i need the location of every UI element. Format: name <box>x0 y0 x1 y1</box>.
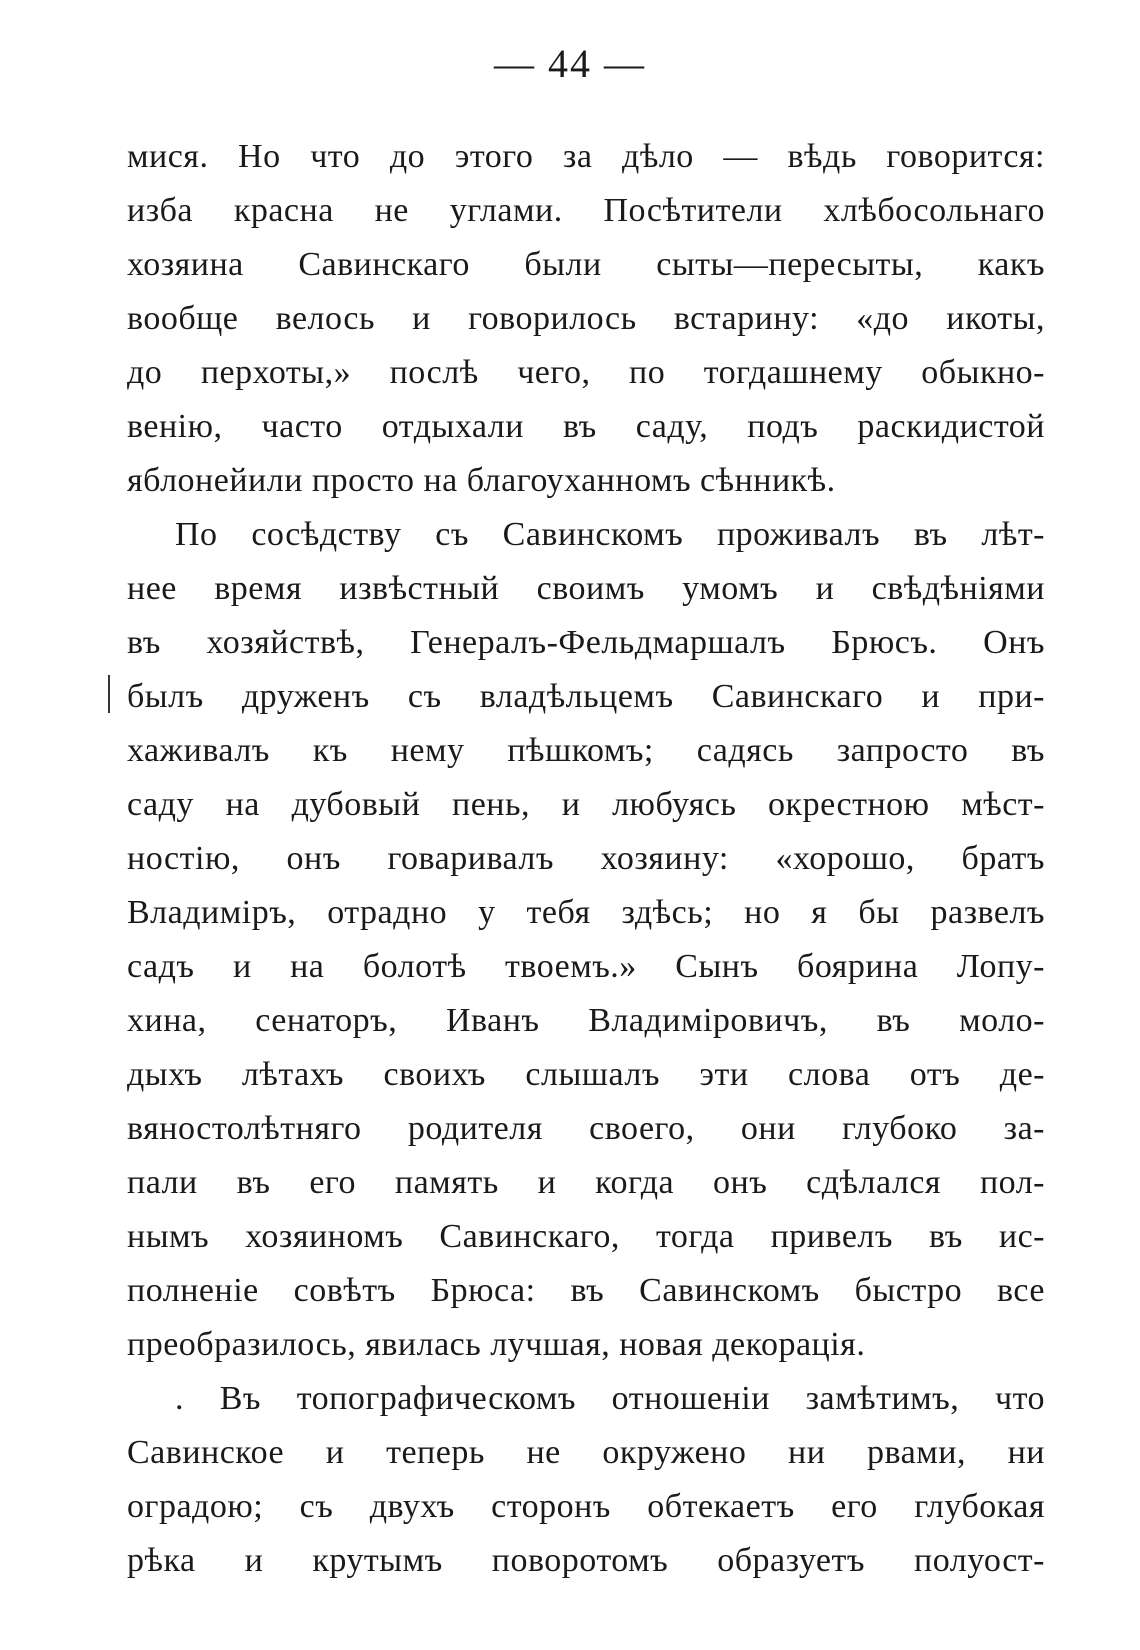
text-line: ностію, онъ говаривалъ хозяину: «хорошо, братъ <box>127 840 1045 877</box>
text-line: дыхъ лѣтахъ своихъ слышалъ эти слова отъ де- <box>127 1056 1045 1093</box>
text-line: въ хозяйствѣ, Генералъ-Фельдмаршалъ Брюсъ. Онъ <box>127 624 1045 661</box>
text-line: былъ друженъ съ владѣльцемъ Савинскаго и при- <box>127 678 1045 715</box>
text-line: хина, сенаторъ, Иванъ Владиміровичъ, въ моло- <box>127 1002 1045 1039</box>
text-line: изба красна не углами. Посѣтители хлѣбосольнаго <box>127 192 1045 229</box>
margin-mark <box>108 675 110 713</box>
text-line: хаживалъ къ нему пѣшкомъ; садясь запросто въ <box>127 732 1045 769</box>
text-line: По сосѣдству съ Савинскомъ проживалъ въ лѣт- <box>175 516 1045 553</box>
text-line: Савинское и теперь не окружено ни рвами, ни <box>127 1434 1045 1471</box>
text-line: венію, часто отдыхали въ саду, подъ раскидистой <box>127 408 1045 445</box>
text-line: оградою; съ двухъ сторонъ обтекаетъ его глубокая <box>127 1488 1045 1525</box>
text-line: мися. Но что до этого за дѣло — вѣдь говорится: <box>127 138 1045 175</box>
text-line: вообще велось и говорилось встарину: «до икоты, <box>127 300 1045 337</box>
text-line: полненіе совѣтъ Брюса: въ Савинскомъ быстро все <box>127 1272 1045 1309</box>
text-line: хозяина Савинскаго были сыты—пересыты, какъ <box>127 246 1045 283</box>
text-line: рѣка и крутымъ поворотомъ образуетъ полуост- <box>127 1542 1045 1579</box>
text-line: преобразилось, явилась лучшая, новая декорація. <box>127 1326 866 1363</box>
page-number: — 44 — <box>494 41 646 86</box>
body-text <box>127 130 1045 1588</box>
text-line: садъ и на болотѣ твоемъ.» Сынъ боярина Лопу- <box>127 948 1045 985</box>
text-line: нее время извѣстный своимъ умомъ и свѣдѣніями <box>127 570 1045 607</box>
text-line: . Въ топографическомъ отношеніи замѣтимъ, что <box>175 1380 1045 1417</box>
text-line: яблонейили просто на благоуханномъ сѣнникѣ. <box>127 462 836 499</box>
text-line: Владиміръ, отрадно у тебя здѣсь; но я бы развелъ <box>127 894 1045 931</box>
text-line: вяностолѣтняго родителя своего, они глубоко за- <box>127 1110 1045 1147</box>
text-line: саду на дубовый пень, и любуясь окрестною мѣст- <box>127 786 1045 823</box>
text-line: нымъ хозяиномъ Савинскаго, тогда привелъ въ ис- <box>127 1218 1045 1255</box>
text-line: до перхоты,» послѣ чего, по тогдашнему обыкно- <box>127 354 1045 391</box>
text-line: пали въ его память и когда онъ сдѣлался пол- <box>127 1164 1045 1201</box>
